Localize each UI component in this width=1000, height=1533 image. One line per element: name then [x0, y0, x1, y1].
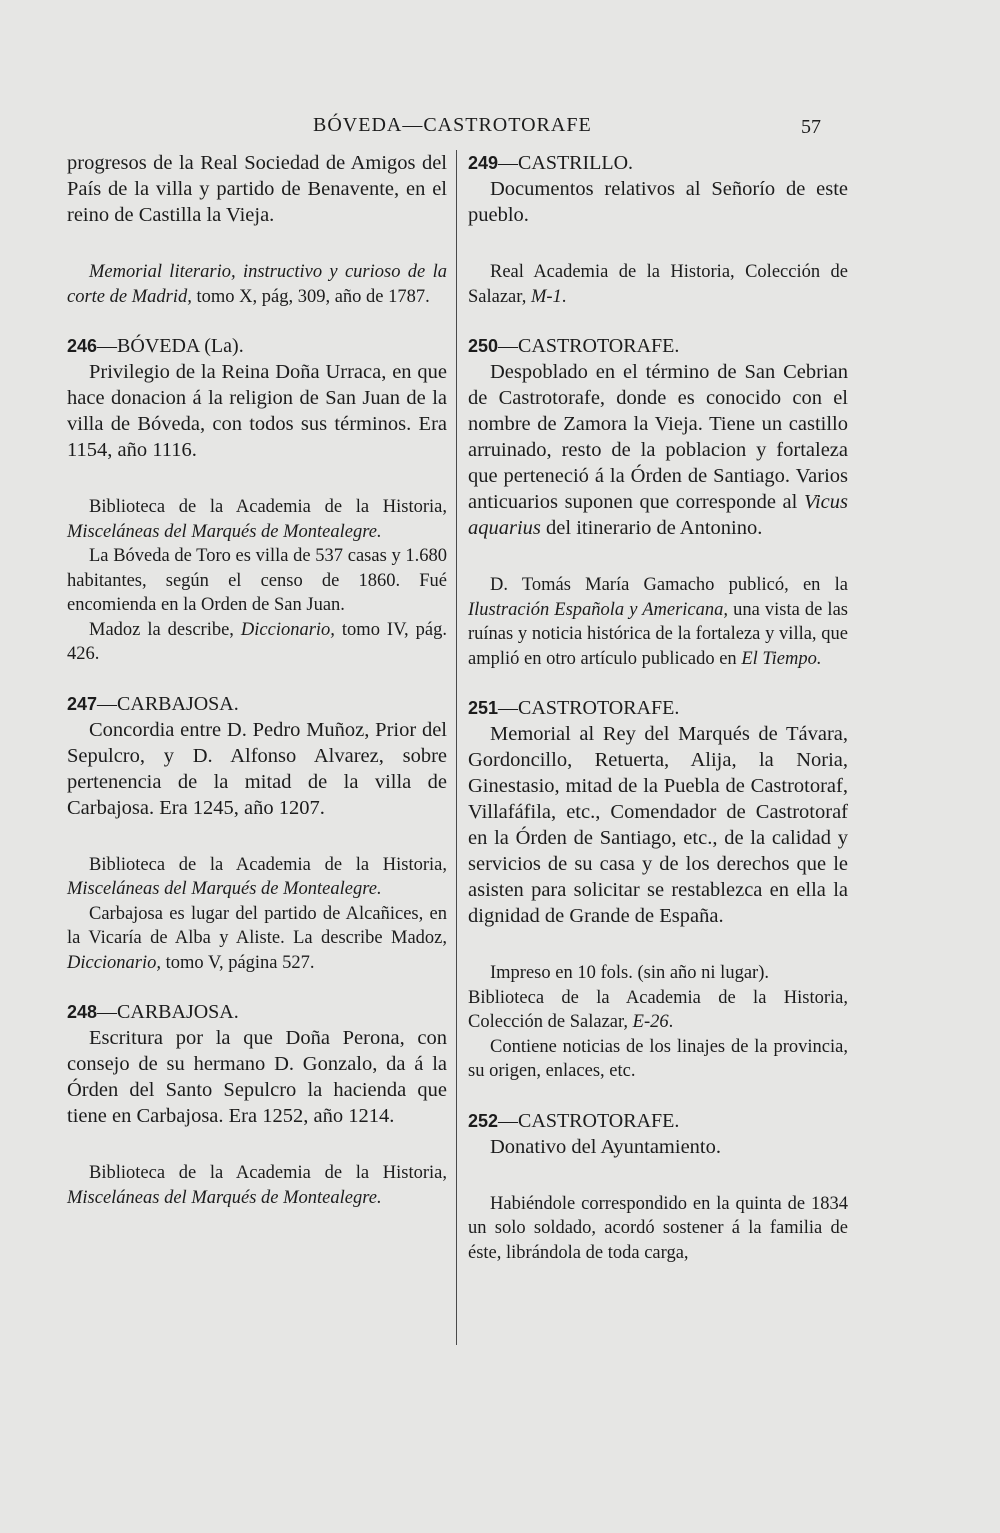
running-title: BÓVEDA—CASTROTORAFE: [313, 114, 592, 136]
entry-text-249: Documentos relativos al Señorío de este pueblo.: [468, 178, 848, 226]
entry-heading-247: 247—CARBAJOSA.: [67, 692, 239, 715]
right-column: [468, 150, 848, 1265]
column-divider: [456, 150, 457, 1345]
entry-text-247: Concordia entre D. Pedro Muñoz, Prior del Sepulcro, y D. Alfonso Alvarez, sobre pertenencia de la mitad de la villa de Carbajosa. Era 1245, año 1207.: [67, 718, 447, 819]
entry-source-248: Biblioteca de la Academia de la Historia, Misceláneas del Marqués de Montealegre.: [67, 1163, 447, 1208]
entry-heading-252: 252—CASTROTORAFE.: [468, 1109, 680, 1132]
entry-heading-251: 251—CASTROTORAFE.: [468, 697, 680, 719]
entry-source-246: Biblioteca de la Academia de la Historia, Misceláneas del Marqués de Montealegre.: [67, 497, 447, 542]
entry-note2-246: Madoz la describe, Diccionario, tomo IV, pág. 426.: [67, 619, 447, 664]
intro-source: Memorial literario, instructivo y curioso de la corte de Madrid, tomo X, pág, 309, año de 1787.: [67, 262, 447, 307]
entry-source-247: Biblioteca de la Academia de la Historia, Misceláneas del Marqués de Montealegre.: [67, 854, 447, 899]
source-title: Memorial literario, instructivo y curioso de la corte de Madrid,: [67, 262, 447, 307]
entry-note-246: La Bóveda de Toro es villa de 537 casas y 1.680 habitantes, según el censo de 1860. Fué encomienda en la Orden de San Juan.: [67, 546, 447, 615]
entry-heading-246: 246—BÓVEDA (La).: [67, 335, 244, 357]
entry-source-249: Real Academia de la Historia, Colección de Salazar, M-1.: [468, 262, 848, 307]
running-header: [0, 114, 1000, 144]
entry-note-247: Carbajosa es lugar del partido de Alcañices, en la Vicaría de Alba y Aliste. La describe Madoz, Diccionario, tomo V, página 527.: [67, 903, 447, 973]
entry-heading-248: 248—CARBAJOSA.: [67, 1001, 239, 1023]
entry-text-248: Escritura por la que Doña Perona, con consejo de su hermano D. Gonzalo, da á la Órden del Santo Sepulcro la hacienda que tiene en Carbajosa. Era 1252, año 1214.: [67, 1027, 447, 1127]
entry-text-246: Privilegio de la Reina Doña Urraca, en que hace donacion á la religion de San Juan de la villa de Bóveda, con todos sus términos. Era 1154, año 1116.: [67, 361, 447, 461]
entry-text-252: Donativo del Ayuntamiento.: [490, 1135, 721, 1158]
entry-print-251: Impreso en 10 fols. (sin año ni lugar).: [490, 963, 769, 983]
entry-text-250: Despoblado en el término de San Cebrian de Castrotorafe, donde es conocido con el nombre de Zamora la Vieja. Tiene un castillo arruinado, resto de la poblacion y fortaleza que perteneció á la Órden de Santiago. Varios anticuarios suponen que corresponde al Vicus aquarius del itinerario de Antonino.: [468, 361, 848, 539]
entry-note-252: Habiéndole correspondido en la quinta de 1834 un solo soldado, acordó sostener á la familia de éste, librándola de toda carga,: [468, 1193, 848, 1263]
entry-heading-250: 250—CASTROTORAFE.: [468, 335, 680, 357]
entry-note-251: Contiene noticias de los linajes de la provincia, su origen, enlaces, etc.: [468, 1036, 848, 1081]
entry-text-251: Memorial al Rey del Marqués de Távara, Gordoncillo, Retuerta, Alija, la Noria, Ginestasio, mitad de la Puebla de Castrotoraf, Villafáfila, etc., Comendador de Castrotoraf en la Órden de Santiago, etc., de la calidad y servicios de su casa y de los derechos que le asisten para solicitar se restablezca en ella la dignidad de Grande de España.: [468, 723, 848, 927]
page-number: 57: [801, 116, 821, 138]
entry-heading-249: 249—CASTRILLO.: [468, 152, 634, 174]
entry-source-251: Biblioteca de la Academia de la Historia, Colección de Salazar, E-26.: [468, 987, 848, 1032]
intro-text: progresos de la Real Sociedad de Amigos del País de la villa y partido de Benavente, en el reino de Castilla la Vieja.: [67, 152, 447, 226]
entry-note-250: D. Tomás María Gamacho publicó, en la Ilustración Española y Americana, una vista de las ruínas y noticia histórica de la fortaleza y villa, que amplió en otro artículo publicado en El Tiempo.: [468, 575, 848, 669]
left-column: [67, 150, 447, 1210]
